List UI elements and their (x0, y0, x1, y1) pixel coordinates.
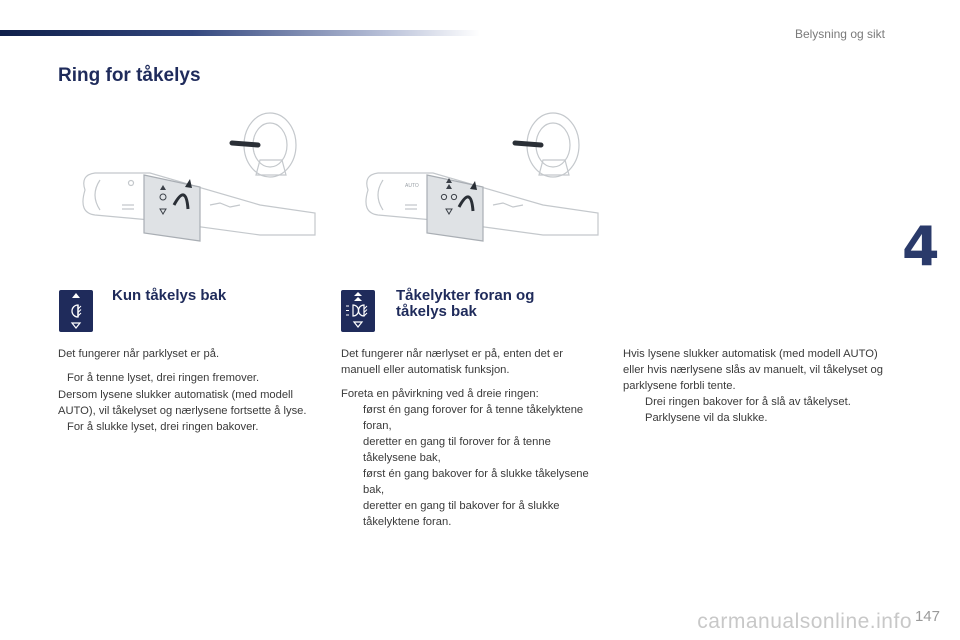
auto-note-text: Hvis lysene slukker automatisk (med modell AUTO) eller hvis nærlysene slås av manuelt, vil tåkelyset og parklysene forbli tente. (623, 348, 883, 392)
section-heading-front-rear-fog: Tåkelykter foran og tåkelys bak (396, 287, 535, 320)
rear-fog-light-icon (59, 290, 93, 332)
instruction-bullet: Drei ringen bakover for å slå av tåkelyset. Parklysene vil da slukke. (645, 396, 851, 424)
instruction-bullet: først én gang bakover for å slukke tåkelysene bak, (363, 468, 589, 496)
instruction-bullet: For å slukke lyset, drei ringen bakover. (67, 421, 259, 433)
text-column-front-rear-fog (341, 346, 596, 530)
lead-text: Foreta en påvirkning ved å dreie ringen: (341, 388, 539, 400)
header-color-bar (0, 30, 480, 36)
instruction-bullet: deretter en gang til forover for å tenne tåkelysene bak, (363, 436, 551, 464)
continuation-text: Dersom lysene slukker automatisk (med modell AUTO), vil tåkelyset og nærlysene fortsette å lyse. (58, 389, 307, 417)
intro-text: Det fungerer når nærlyset er på, enten det er manuell eller automatisk funksjon. (341, 348, 564, 376)
chapter-number: 4 (902, 215, 940, 278)
stalk-illustration-rear-fog (60, 105, 320, 255)
page-title: Ring for tåkelys (58, 65, 201, 86)
instruction-bullet: først én gang forover for å tenne tåkelyktene foran, (363, 404, 584, 432)
section-heading-rear-fog: Kun tåkelys bak (112, 287, 227, 304)
watermark: carmanualsonline.info (697, 610, 912, 633)
instruction-bullet: deretter en gang til bakover for å slukke tåkelyktene foran. (363, 500, 560, 528)
text-column-rear-fog (58, 346, 308, 436)
front-and-rear-fog-light-icon (341, 290, 375, 332)
intro-text: Det fungerer når parklyset er på. (58, 348, 220, 360)
text-column-auto-note (623, 346, 893, 426)
stalk-illustration-front-rear-fog (343, 105, 603, 255)
page-number: 147 (914, 608, 940, 625)
instruction-bullet: For å tenne lyset, drei ringen fremover. (67, 372, 260, 384)
auto-label: AUTO (405, 183, 419, 189)
section-name: Belysning og sikt (794, 27, 885, 41)
